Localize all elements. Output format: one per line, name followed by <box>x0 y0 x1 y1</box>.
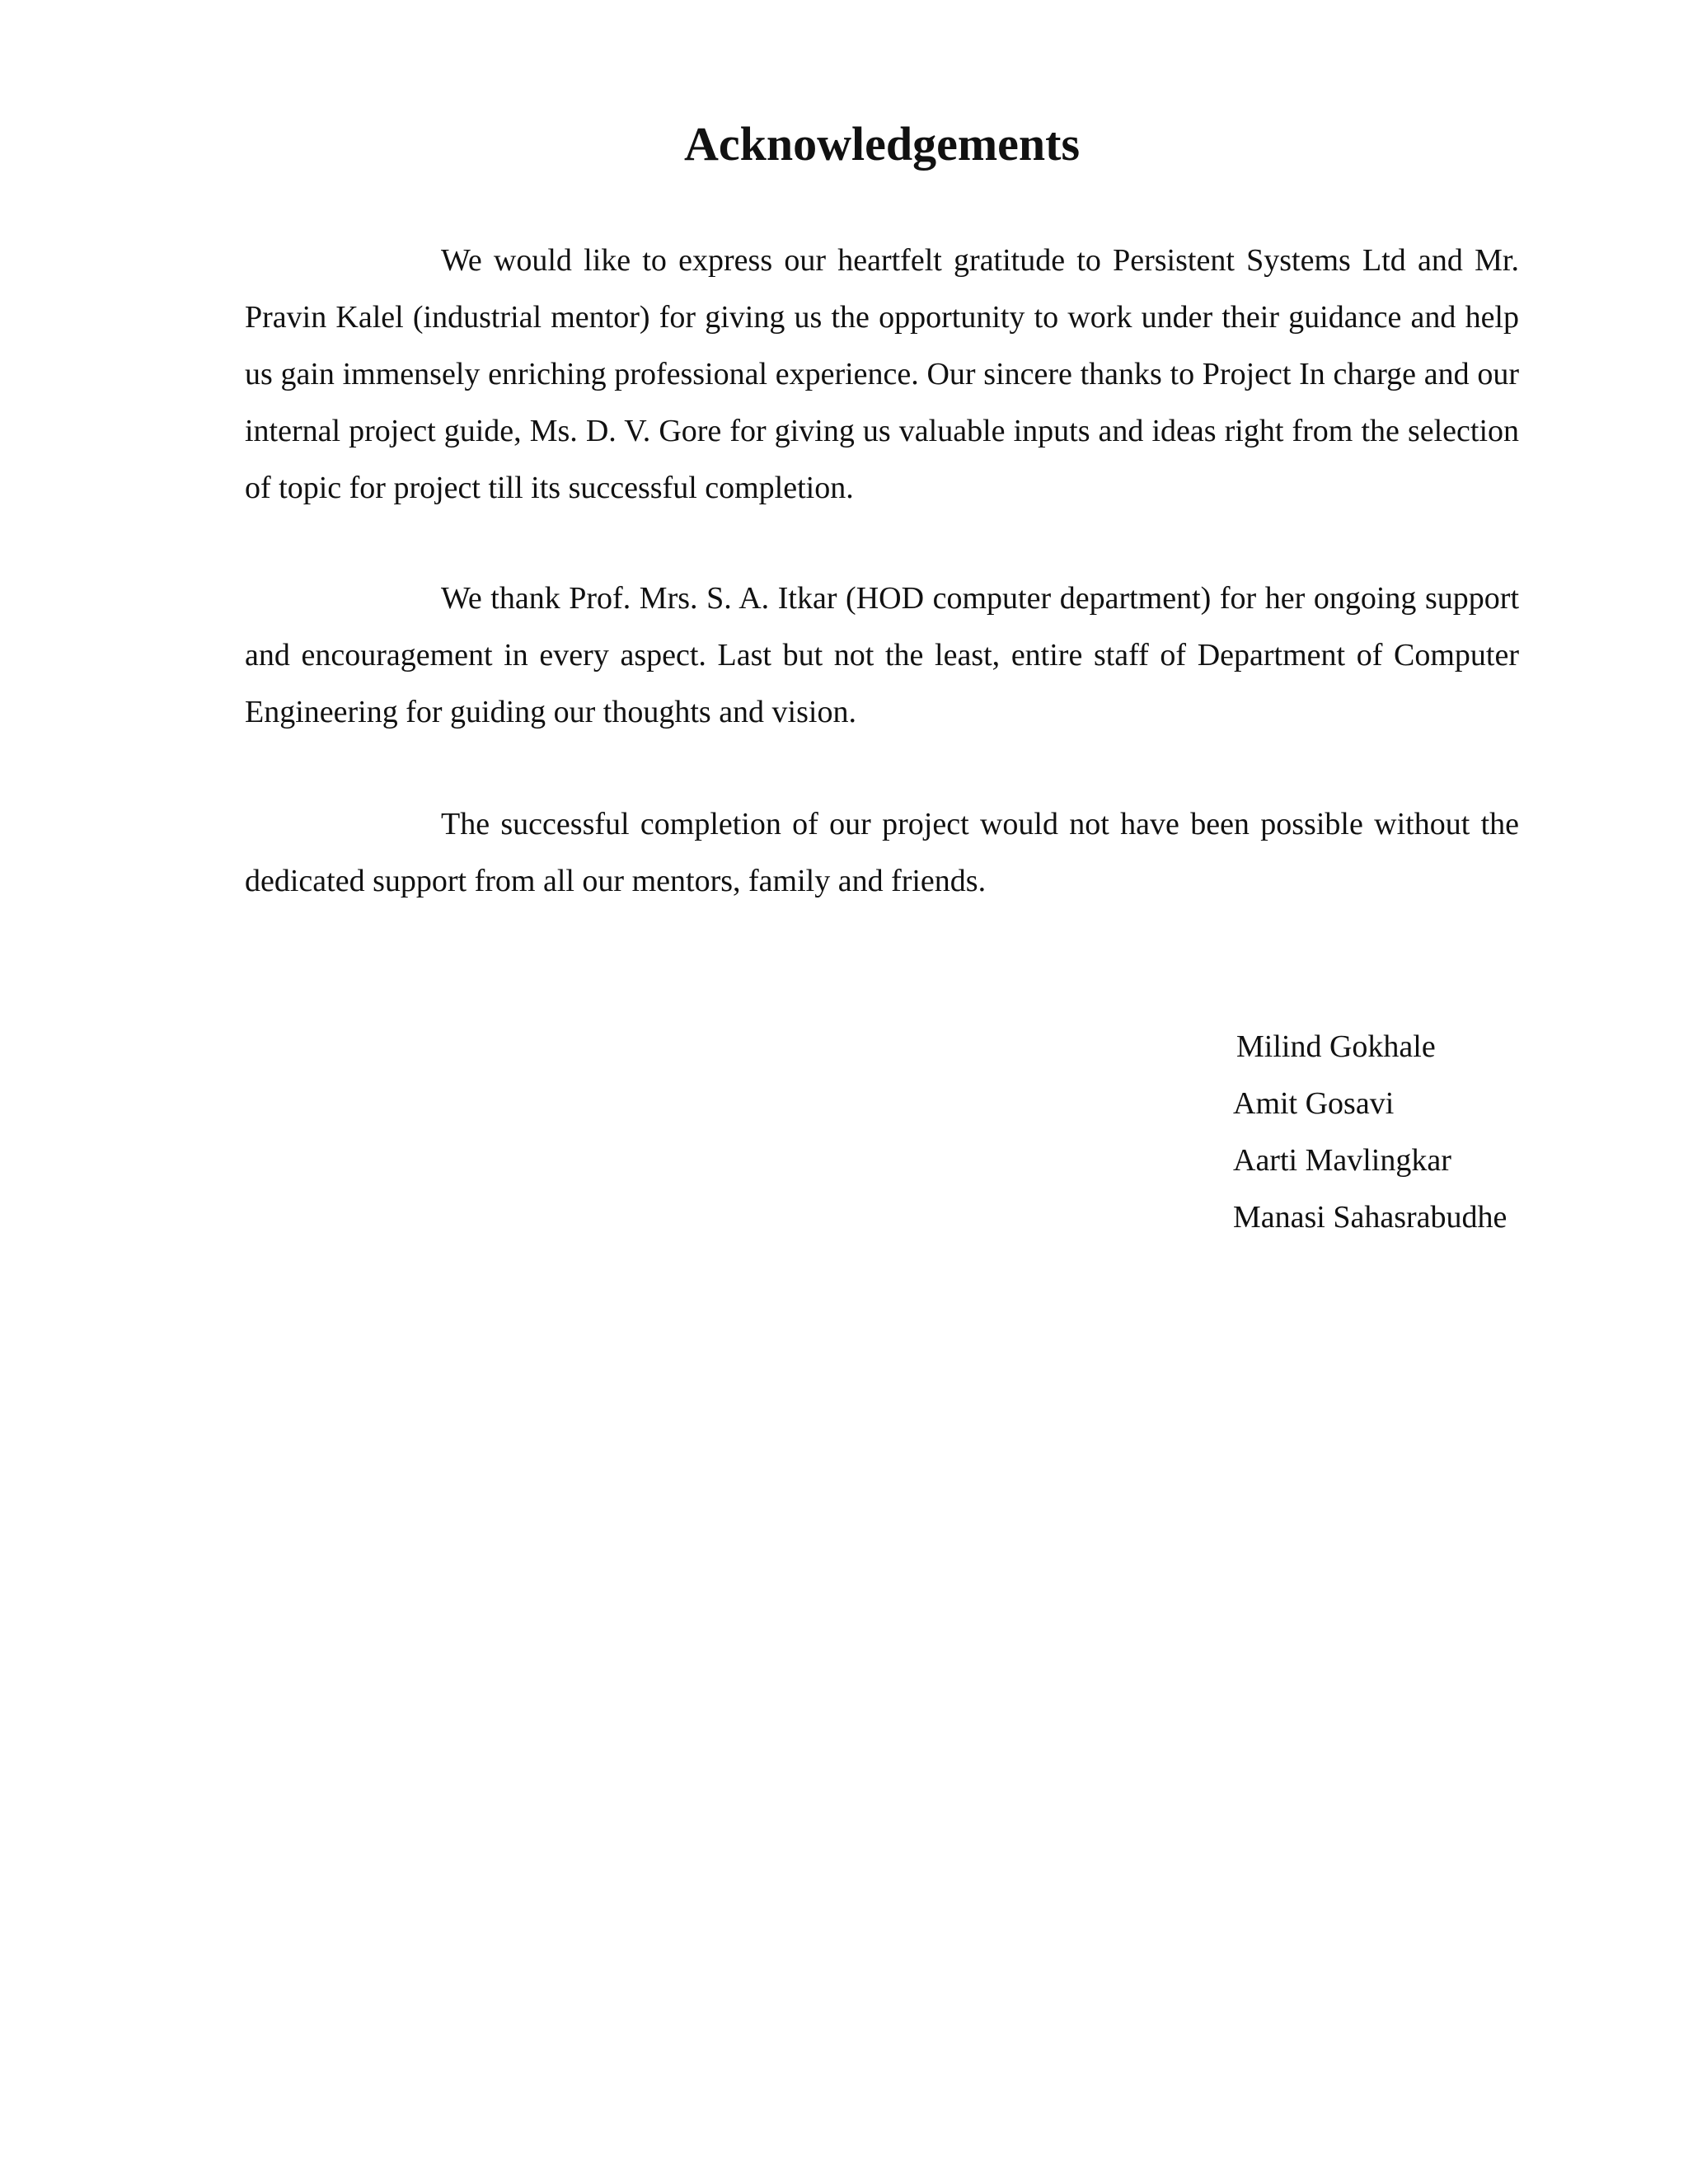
paragraph-text: We thank Prof. Mrs. S. A. Itkar (HOD computer department) for her ongoing support and encouragement in every aspect. Last but not the least, entire staff of Department of Computer Engineering for guiding our thoughts and vision. <box>245 581 1519 729</box>
signatory-name: Manasi Sahasrabudhe <box>1233 1200 1507 1235</box>
paragraph-text: The successful completion of our project would not have been possible without the dedicated support from all our mentors, family and friends. <box>245 807 1519 898</box>
paragraph-gratitude <box>245 232 1519 517</box>
paragraph-text: We would like to express our heartfelt gratitude to Persistent Systems Ltd and Mr. Pravin Kalel (industrial mentor) for giving us the opportunity to work under their guidance and help us gain immensely enriching professional experience. Our sincere thanks to Project In charge and our internal project guide, Ms. D. V. Gore for giving us valuable inputs and ideas right from the selection of topic for project till its successful completion. <box>245 243 1519 505</box>
signatory-name: Aarti Mavlingkar <box>1233 1143 1451 1178</box>
signatory-name: Amit Gosavi <box>1233 1086 1395 1121</box>
paragraph-closing <box>245 796 1519 910</box>
paragraph-department-thanks <box>245 570 1519 741</box>
page-title: Acknowledgements <box>683 117 1081 171</box>
signatory-list <box>1233 1019 1507 1246</box>
signatory-name: Milind Gokhale <box>1236 1029 1436 1064</box>
